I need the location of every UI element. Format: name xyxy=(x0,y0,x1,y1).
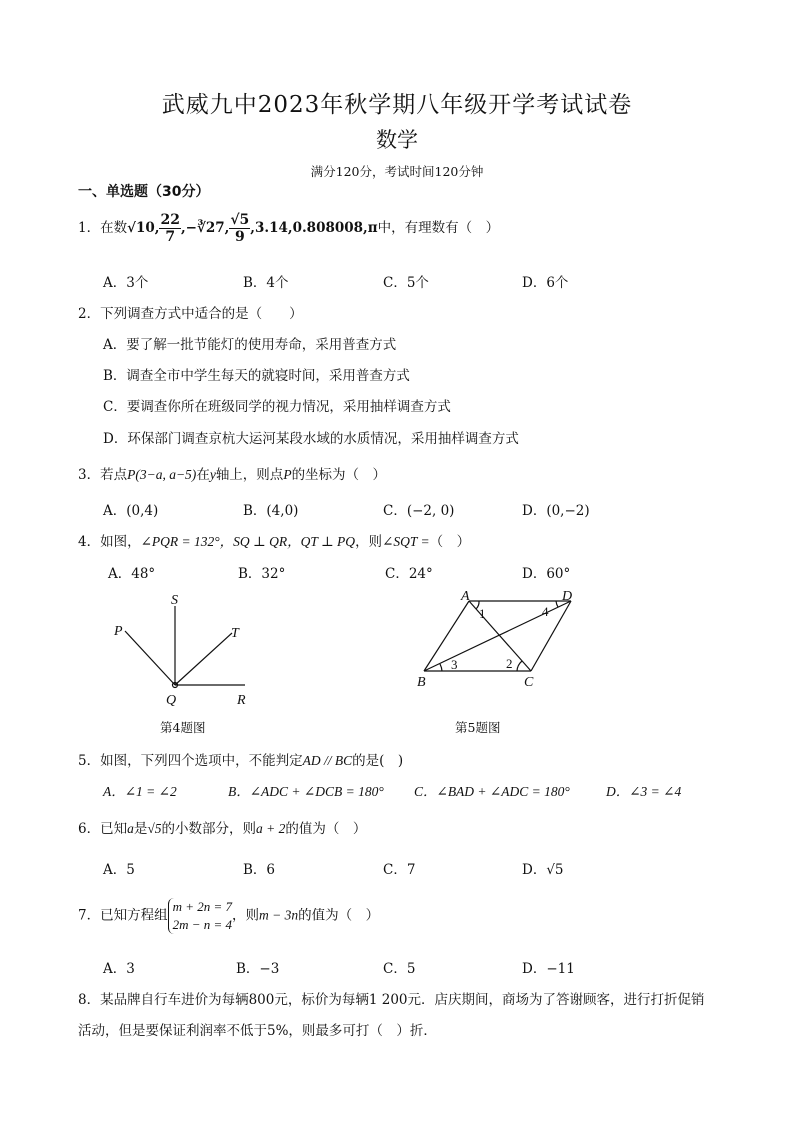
caption-q4: 第4题图 xyxy=(160,720,206,735)
question-4-stem: 4．如图，∠PQR = 132°，SQ ⊥ QR，QT ⊥ PQ，则∠SQT =（ ） xyxy=(78,534,471,550)
label-p: P xyxy=(114,624,123,639)
label-r: R xyxy=(237,693,246,708)
question-1-option-c: C．5个 xyxy=(383,275,429,291)
question-3-option-b: B．(4,0) xyxy=(243,503,299,519)
question-5-option-b: B．∠ADC + ∠DCB = 180° xyxy=(228,784,384,799)
question-3-option-c: C．(−2, 0) xyxy=(383,503,455,519)
question-7-option-c: C．5 xyxy=(383,961,416,977)
question-4-option-b: B．32° xyxy=(238,566,286,582)
question-7-option-a: A．3 xyxy=(103,961,135,977)
exam-title: 武威九中2023年秋学期八年级开学考试试卷 xyxy=(161,92,633,118)
question-7-option-d: D．−11 xyxy=(522,961,575,977)
label-angle-4: 4 xyxy=(542,604,549,619)
label-t: T xyxy=(231,626,239,641)
question-2-option-c: C．要调查你所在班级同学的视力情况，采用抽样调查方式 xyxy=(103,399,451,415)
section-heading: 一、单选题（30分） xyxy=(78,184,210,200)
figure-q4 xyxy=(100,588,270,708)
label-angle-2: 2 xyxy=(506,656,513,671)
label-c: C xyxy=(524,675,534,690)
exam-subject: 数学 xyxy=(376,128,418,152)
question-6-option-b: B．6 xyxy=(243,862,276,878)
question-6-option-c: C．7 xyxy=(383,862,416,878)
label-d: D xyxy=(562,589,573,604)
angle-4-arc xyxy=(556,601,558,607)
exam-note: 满分120分，考试时间120分钟 xyxy=(310,164,484,179)
question-2-stem: 2．下列调查方式中适合的是（ ） xyxy=(78,306,303,322)
question-4-option-c: C．24° xyxy=(385,566,433,582)
question-5-stem: 5．如图，下列四个选项中，不能判定AD // BC的是( ) xyxy=(78,753,404,769)
question-5-option-c: C．∠BAD + ∠ADC = 180° xyxy=(414,784,570,799)
question-5-option-a: A．∠1 = ∠2 xyxy=(103,784,177,799)
ray-qp xyxy=(125,631,175,685)
side-dc xyxy=(531,601,571,671)
question-5-option-d: D．∠3 = ∠4 xyxy=(606,784,682,799)
question-3-option-a: A．(0,4) xyxy=(103,503,159,519)
caption-q5: 第5题图 xyxy=(455,720,501,735)
angle-2-arc xyxy=(517,661,522,671)
question-2-option-d: D．环保部门调查京杭大运河某段水域的水质情况，采用抽样调查方式 xyxy=(103,431,519,447)
question-1-option-a: A．3个 xyxy=(103,275,149,291)
question-1-option-b: B．4个 xyxy=(243,275,289,291)
question-8-line-1: 8．某品牌自行车进价为每辆800元，标价为每辆1 200元．店庆期间，商场为了答谢顾客，进行打折促销 xyxy=(78,992,705,1008)
label-b: B xyxy=(417,675,426,690)
label-angle-1: 1 xyxy=(479,606,486,621)
question-1-stem: 1．在数√10, $\frac{22}{7}$ ,−∛27, $\frac{√5}{9}$ ,3.14,0.808008,π中，有理数有（ ） xyxy=(78,212,500,245)
question-2-option-a: A．要了解一批节能灯的使用寿命，采用普查方式 xyxy=(103,337,397,353)
question-3-option-d: D．(0,−2) xyxy=(522,503,590,519)
label-s: S xyxy=(171,593,178,608)
equation-system: m + 2n = 7 2m − n = 4 xyxy=(168,898,232,934)
label-a: A xyxy=(461,589,470,604)
question-8-line-2: 活动，但是要保证利润率不低于5%，则最多可打（ ）折． xyxy=(78,1023,437,1039)
ray-qt xyxy=(175,633,232,685)
question-1-option-d: D．6个 xyxy=(522,275,569,291)
question-6-option-a: A．5 xyxy=(103,862,135,878)
question-3-stem: 3．若点P(3−a, a−5)在y轴上，则点P的坐标为（ ） xyxy=(78,467,387,483)
question-6-stem: 6．已知a是√5的小数部分，则a + 2的值为（ ） xyxy=(78,821,367,837)
question-6-option-d: D．√5 xyxy=(522,862,564,878)
figure-q5 xyxy=(410,588,590,693)
question-7-stem: 7．已知方程组 m + 2n = 7 2m − n = 4 ，则m − 3n的值为（ ） xyxy=(78,899,380,932)
angle-3-arc xyxy=(440,664,442,671)
label-angle-3: 3 xyxy=(451,657,458,672)
question-7-option-b: B．−3 xyxy=(236,961,280,977)
label-q: Q xyxy=(166,693,177,708)
question-2-option-b: B．调查全市中学生每天的就寝时间，采用普查方式 xyxy=(103,368,410,384)
question-4-option-a: A．48° xyxy=(108,566,156,582)
question-4-option-d: D．60° xyxy=(522,566,571,582)
